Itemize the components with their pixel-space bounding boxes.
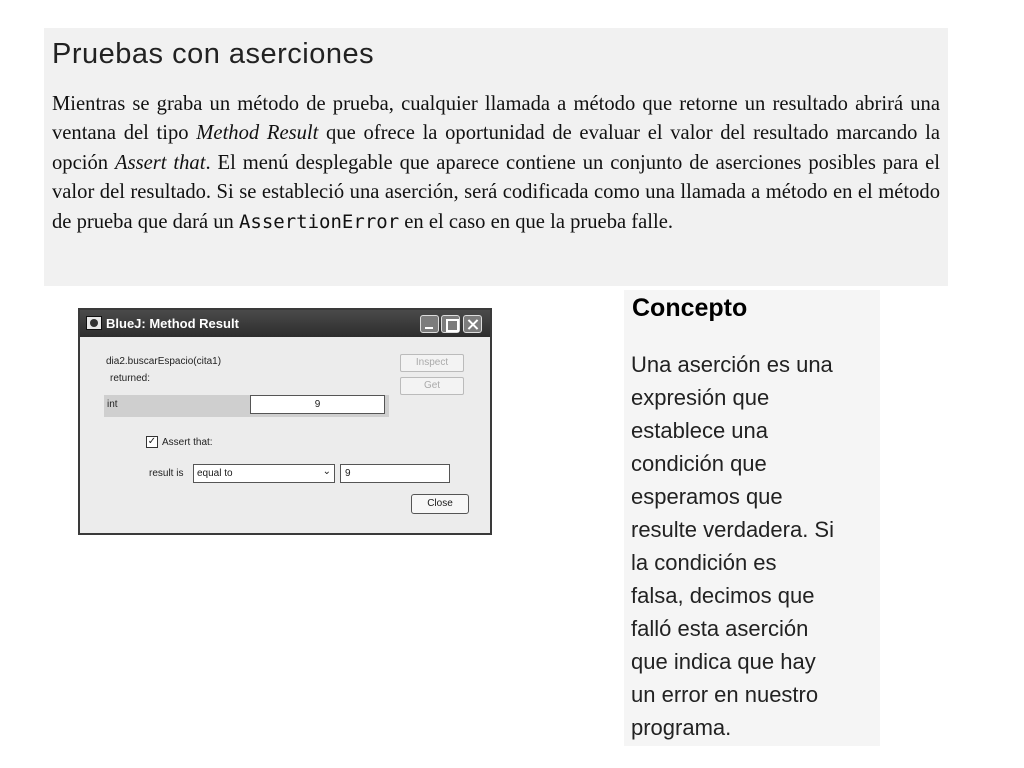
bluej-app-icon [86,316,102,330]
dialog-titlebar[interactable] [80,310,490,337]
returned-label: returned: [110,373,151,384]
paragraph-text-3: . El menú desplegable que aparece contiene un conjunto de aserciones posibles para el valor del resultado. Si se estableció una aserción, será codificada como una llamada a método en el método de prueba que dará un [52,151,940,233]
expected-value-input[interactable]: 9 [340,464,450,483]
paragraph-text-2: que ofrece la oportunidad de evaluar el valor del resultado marcando la opción [52,122,940,174]
dialog-title: BlueJ: Method Result [106,316,239,331]
minimize-icon[interactable] [420,315,439,333]
concept-text: Una aserción es una expresión que establece una condición que esperamos que resulte verdadera. Si la condición es falsa, decimos que falló esta aserción que indica que hay un error en nuestro programa. [631,352,834,740]
concept-title: Concepto [632,294,748,322]
method-result-dialog [78,308,492,535]
assertion-type-select[interactable] [193,464,335,483]
paragraph-emphasis-assert-that: Assert that [114,151,206,174]
result-value-field[interactable]: 9 [250,395,385,414]
get-button[interactable]: Get [400,377,464,395]
section-paragraph [52,90,940,237]
result-type-label: int [107,399,118,410]
close-button[interactable]: Close [411,494,469,514]
assert-that-checkbox[interactable]: ✓ [147,436,157,447]
concept-sidebar [624,290,880,746]
maximize-icon[interactable] [441,315,460,333]
inspect-button[interactable]: Inspect [400,354,464,372]
paragraph-text-4: en el caso en que la prueba falle. [399,210,674,233]
paragraph-code-assertion-error: AssertionError [238,210,400,233]
chevron-down-icon[interactable]: ⌄ [322,466,331,477]
section-title: Pruebas con aserciones [52,38,375,70]
paragraph-emphasis-method-result: Method Result [196,122,319,145]
section-block [44,28,948,286]
paragraph-text-1: Mientras se graba un método de prueba, cualquier llamada a método que retorne un resultado abrirá una ventana del tipo [52,93,940,145]
close-window-icon[interactable] [463,315,482,333]
result-is-label: result is [149,468,184,479]
assert-that-label: Assert that: [162,437,213,448]
assertion-type-value: equal to [197,468,233,479]
method-call-label: dia2.buscarEspacio(cita1) [106,356,222,367]
